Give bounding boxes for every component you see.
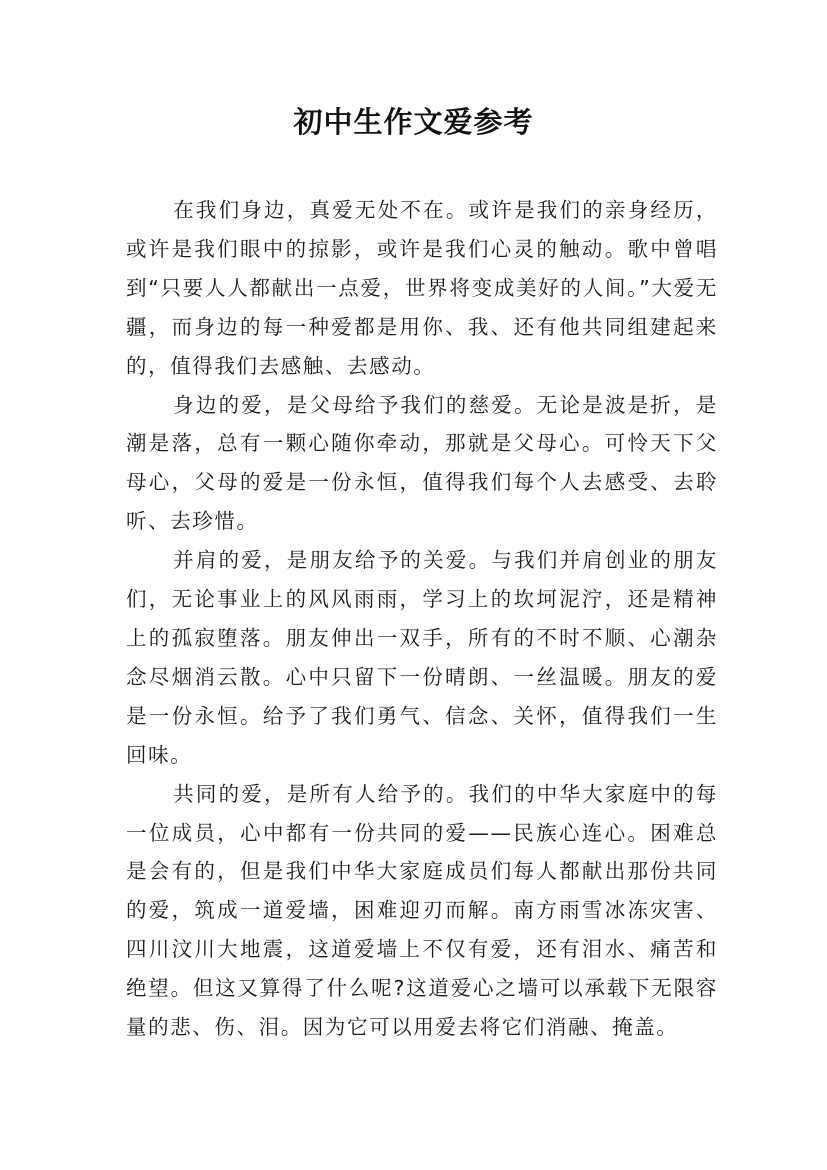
paragraph-4: 共同的爱，是所有人给予的。我们的中华大家庭中的每一位成员，心中都有一份共同的爱——民族心连心。困难总是会有的，但是我们中华大家庭成员们每人都献出那份共同的爱，筑成一道爱墙，困难迎刃而解。南方雨雪冰冻灾害、四川汶川大地震，这道爱墙上不仅有爱，还有泪水、痛苦和绝望。但这又算得了什么呢?这道爱心之墙可以承载下无限容量的悲、伤、泪。因为它可以用爱去将它们消融、掩盖。 [126,781,718,1040]
paragraph-1: 在我们身边，真爱无处不在。或许是我们的亲身经历，或许是我们眼中的掠影，或许是我们心灵的触动。歌中曾唱到“只要人人都献出一点爱，世界将变成美好的人间。”大爱无疆，而身边的每一种爱都是用你、我、还有他共同组建起来的，值得我们去感触、去感动。 [126,198,718,378]
paragraph-2: 身边的爱，是父母给予我们的慈爱。无论是波是折，是潮是落，总有一颗心随你牵动，那就是父母心。可怜天下父母心，父母的爱是一份永恒，值得我们每个人去感受、去聆听、去珍惜。 [126,392,718,534]
paragraph-3: 并肩的爱，是朋友给予的关爱。与我们并肩创业的朋友们，无论事业上的风风雨雨，学习上的坎坷泥泞，还是精神上的孤寂堕落。朋友伸出一双手，所有的不时不顺、心潮杂念尽烟消云散。心中只留下一份晴朗、一丝温暖。朋友的爱是一份永恒。给予了我们勇气、信念、关怀，值得我们一生回味。 [126,548,718,767]
document-title: 初中生作文爱参考 [293,105,534,139]
document-body [126,191,718,1047]
